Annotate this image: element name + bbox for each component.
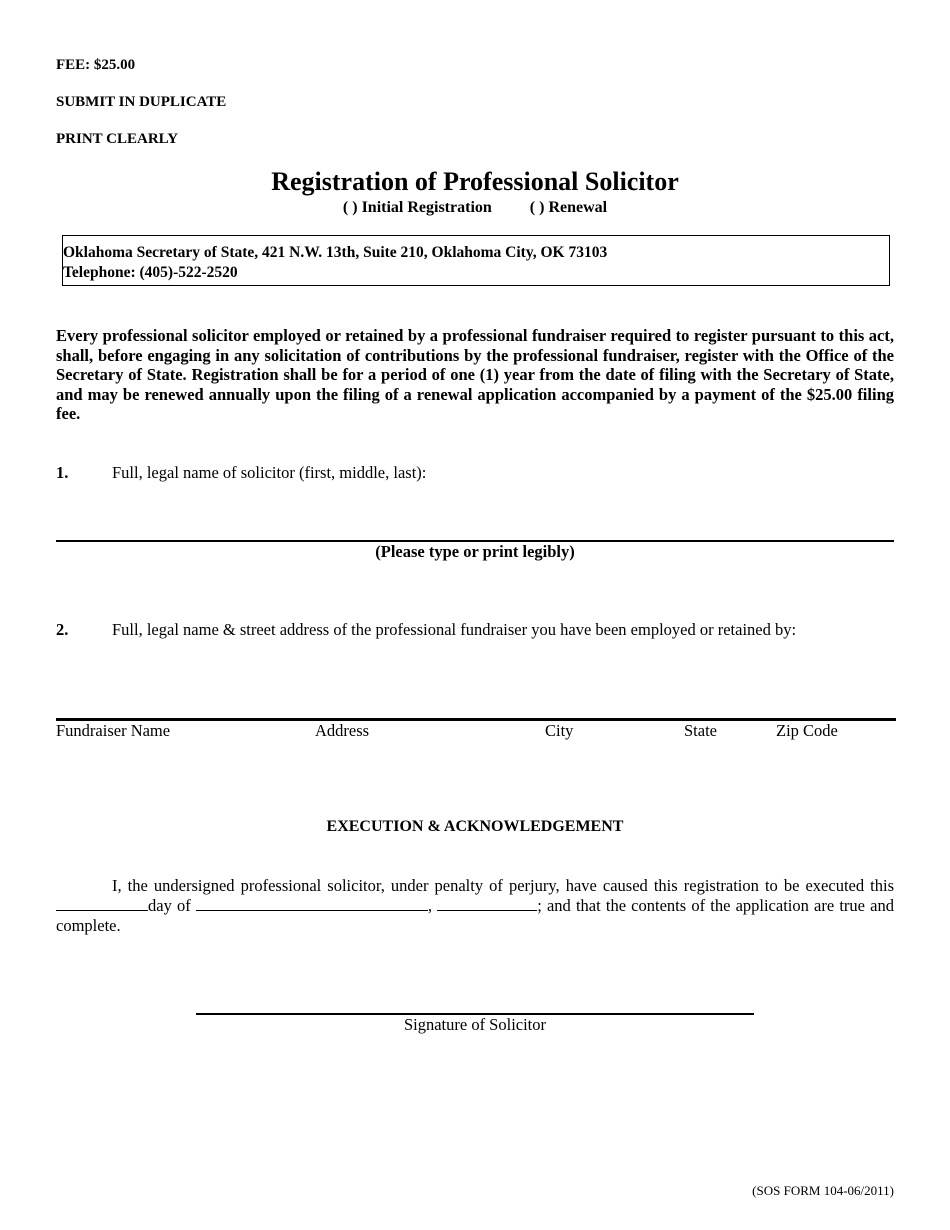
address-line: Oklahoma Secretary of State, 421 N.W. 13th, Suite 210, Oklahoma City, OK 73103 xyxy=(63,244,608,261)
legibility-note: (Please type or print legibly) xyxy=(375,542,575,561)
question-1-number: 1. xyxy=(56,463,69,482)
registration-type-options xyxy=(0,199,950,217)
execution-paragraph xyxy=(56,876,894,936)
column-zip-code: Zip Code xyxy=(776,721,838,740)
year-blank[interactable] xyxy=(437,896,537,911)
execution-text-3: , xyxy=(427,896,438,915)
initial-registration-option[interactable]: ( ) Initial Registration xyxy=(342,199,492,216)
execution-heading: EXECUTION & ACKNOWLEDGEMENT xyxy=(326,818,624,835)
signature-label: Signature of Solicitor xyxy=(403,1015,547,1034)
month-blank[interactable] xyxy=(196,896,428,911)
fee-label: FEE: $25.00 xyxy=(56,57,136,73)
column-state: State xyxy=(684,721,717,740)
execution-text-1: I, the undersigned professional solicitor, under penalty of perjury, have caused this registration to be executed this xyxy=(112,876,894,895)
column-address: Address xyxy=(315,721,370,740)
column-fundraiser-name: Fundraiser Name xyxy=(56,721,171,740)
intro-paragraph: Every professional solicitor employed or retained by a professional fundraiser required to register pursuant to this act, shall, before engaging in any solicitation of contributions by the professional fundraiser, register with the Office of the Secretary of State. Registration shall be for a period of one (1) year from the date of filing with the Secretary of State, and may be renewed annually upon the filing of a renewal application accompanied by a payment of the $25.00 filing fee. xyxy=(56,326,894,424)
telephone-line: Telephone: (405)-522-2520 xyxy=(63,264,238,281)
print-instruction: PRINT CLEARLY xyxy=(56,131,179,147)
renewal-option[interactable]: ( ) Renewal xyxy=(529,199,608,216)
question-2-text: Full, legal name & street address of the professional fundraiser you have been employed or retained by: xyxy=(112,620,797,639)
execution-text-4: ; and that the contents of the application are true and complete. xyxy=(56,896,894,935)
column-city: City xyxy=(545,721,574,740)
fundraiser-info-line[interactable] xyxy=(56,718,896,721)
execution-text-2: day of xyxy=(148,896,196,915)
submit-instruction: SUBMIT IN DUPLICATE xyxy=(56,94,227,110)
address-box xyxy=(62,235,890,286)
form-id: (SOS FORM 104-06/2011) xyxy=(752,1183,894,1198)
question-2-number: 2. xyxy=(56,620,69,639)
form-title: Registration of Professional Solicitor xyxy=(271,167,679,196)
day-blank[interactable] xyxy=(56,896,148,911)
question-1-text: Full, legal name of solicitor (first, middle, last): xyxy=(112,463,427,482)
